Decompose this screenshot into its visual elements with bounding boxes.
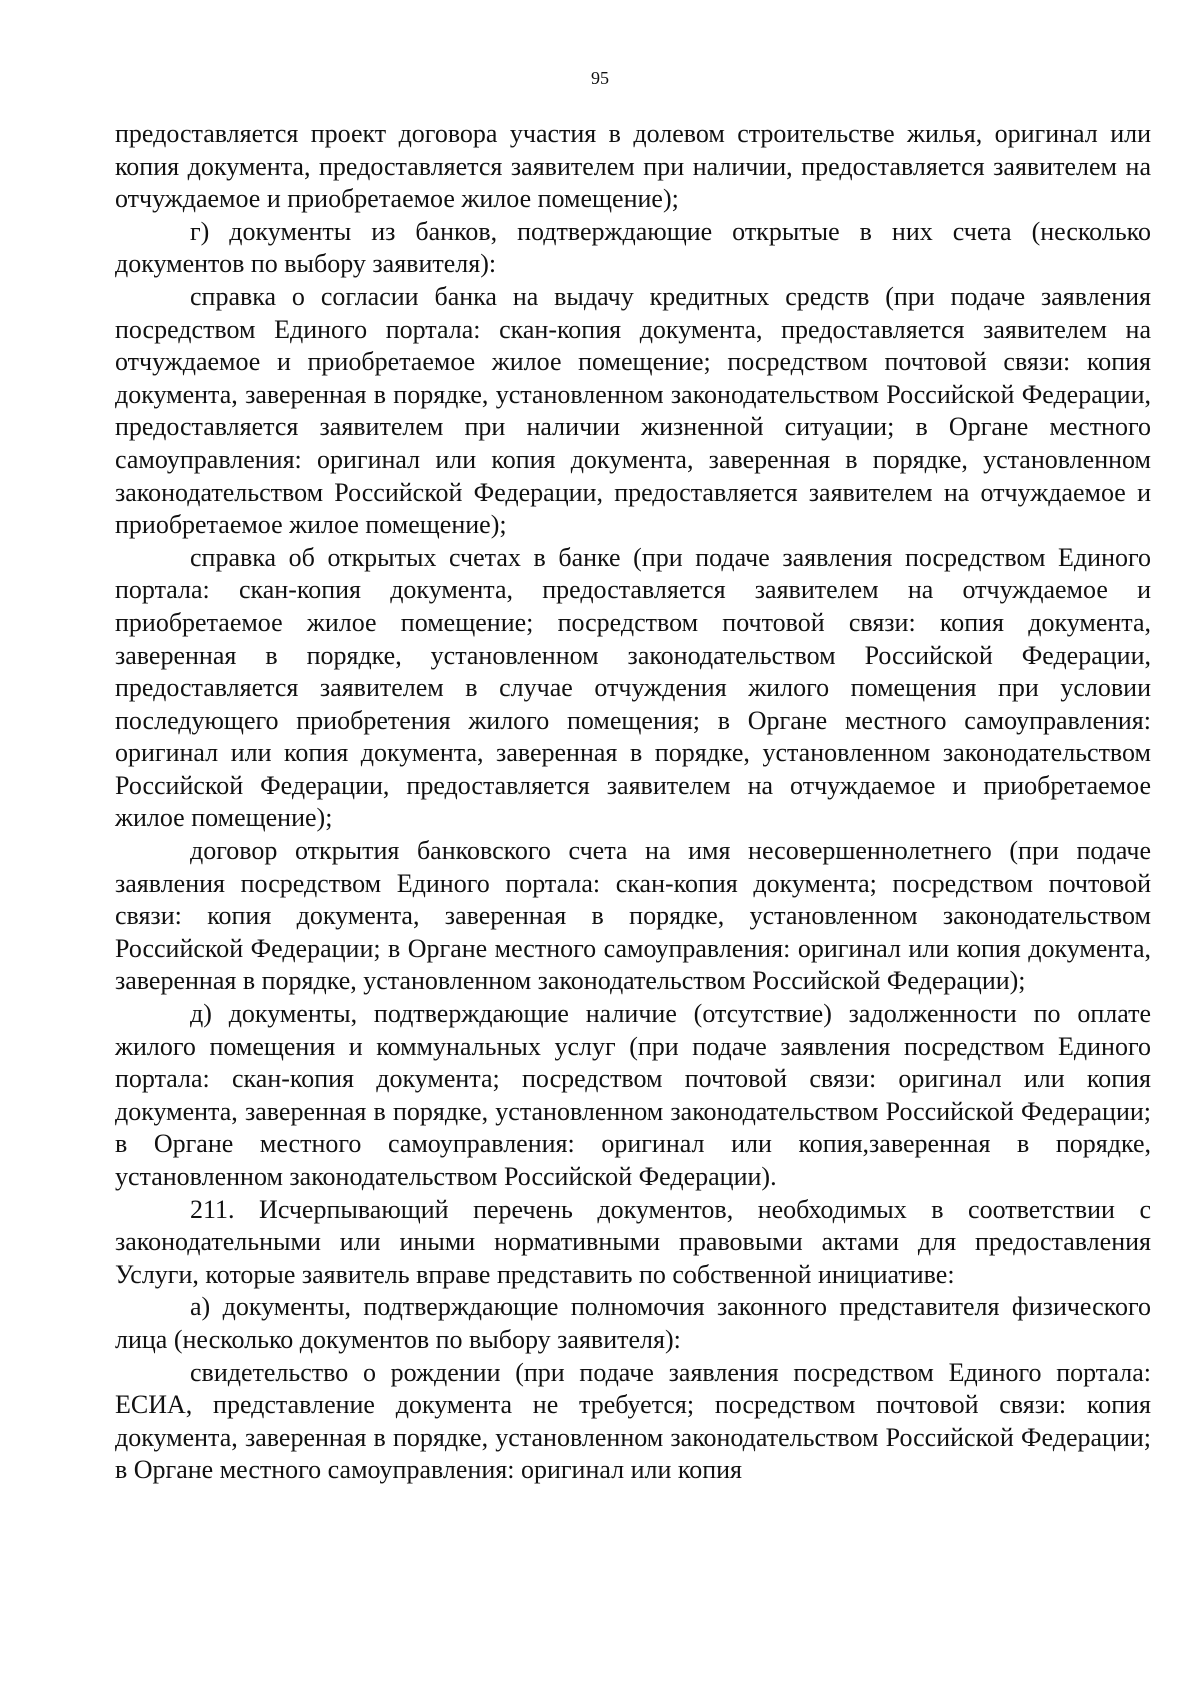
paragraph-item-d: д) документы, подтверждающие наличие (отсутствие) задолженности по оплате жилого помещения и коммунальных услуг (при подаче заявления посредством Единого портала: скан-копия документа; посредством почтовой связи: оригинал или копия документа, заверенная в порядке, установленном законодательством Российской Федерации; в Органе местного самоуправления: оригинал или копия,заверенная в порядке, установленном законодательством Российской Федерации). xyxy=(115,999,1151,1191)
paragraph-birth-certificate: свидетельство о рождении (при подаче заявления посредством Единого портала: ЕСИА, представление документа не требуется; посредством почтовой связи: копия документа, заверенная в порядке, установленном законодательством Российской Федерации; в Органе местного самоуправления: оригинал или копия xyxy=(115,1357,1151,1485)
paragraph-211: 211. Исчерпывающий перечень документов, необходимых в соответствии с законодательными или иными нормативными правовыми актами для предоставления Услуги, которые заявитель вправе представить по собственной инициативе: xyxy=(115,1194,1151,1289)
document-body xyxy=(115,118,1151,1487)
page-number: 95 xyxy=(591,68,609,88)
paragraph-open-accounts-certificate: справка об открытых счетах в банке (при подаче заявления посредством Единого портала: скан-копия документа, предоставляется заявителем на отчуждаемое и приобретаемое жилое помещение; посредством почтовой связи: копия документа, заверенная в порядке, установленном законодательством Российской Федерации, предоставляется заявителем в случае отчуждения жилого помещения при условии последующего приобретения жилого помещения; в Органе местного самоуправления: оригинал или копия документа, заверенная в порядке, установленном законодательством Российской Федерации, предоставляется заявителем на отчуждаемое и приобретаемое жилое помещение); xyxy=(115,542,1151,833)
paragraph-continuation: предоставляется проект договора участия в долевом строительстве жилья, оригинал или копия документа, предоставляется заявителем при наличии, предоставляется заявителем на отчуждаемое и приобретаемое жилое помещение); xyxy=(115,119,1151,214)
paragraph-item-a: а) документы, подтверждающие полномочия законного представителя физического лица (несколько документов по выбору заявителя): xyxy=(115,1292,1151,1354)
paragraph-item-g: г) документы из банков, подтверждающие открытые в них счета (несколько документов по выбору заявителя): xyxy=(115,216,1151,279)
paragraph-bank-consent-certificate: справка о согласии банка на выдачу кредитных средств (при подаче заявления посредством Единого портала: скан-копия документа, предоставляется заявителем на отчуждаемое и приобретаемое жилое помещение; посредством почтовой связи: копия документа, заверенная в порядке, установленном законодательством Российской Федерации, предоставляется заявителем при наличии жизненной ситуации; в Органе местного самоуправления: оригинал или копия документа, заверенная в порядке, установленном законодательством Российской Федерации, предоставляется заявителем на отчуждаемое и приобретаемое жилое помещение); xyxy=(115,281,1151,540)
paragraph-minor-account-contract: договор открытия банковского счета на имя несовершеннолетнего (при подаче заявления посредством Единого портала: скан-копия документа; посредством почтовой связи: копия документа, заверенная в порядке, установленном законодательством Российской Федерации; в Органе местного самоуправления: оригинал или копия документа, заверенная в порядке, установленном законодательством Российской Федерации); xyxy=(115,836,1151,996)
